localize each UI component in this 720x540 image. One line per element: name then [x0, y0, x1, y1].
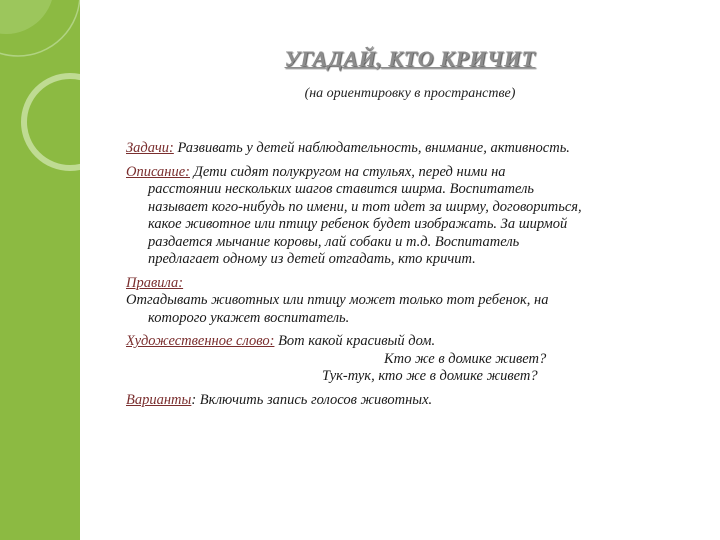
description-line: какое животное или птицу ребенок будет изображать. За ширмой	[148, 216, 568, 232]
artistic-word-paragraph	[126, 333, 696, 386]
description-paragraph	[126, 164, 696, 269]
tasks-paragraph	[126, 140, 696, 158]
variants-paragraph	[126, 392, 696, 410]
poem-line: Вот какой красивый дом.	[274, 333, 436, 349]
poem-line: Кто же в домике живет?	[384, 350, 547, 367]
rules-line: Отгадывать животных или птицу может только тот ребенок, на	[126, 292, 549, 308]
decorative-circles-icon	[0, 0, 80, 540]
variants-text: : Включить запись голосов животных.	[191, 391, 433, 408]
content-body	[126, 140, 696, 409]
decorative-sidebar	[0, 0, 80, 540]
page-title: УГАДАЙ, КТО КРИЧИТ	[284, 46, 536, 71]
artistic-word-label: Художественное слово:	[126, 333, 275, 349]
variants-label: Варианты	[126, 391, 192, 408]
rules-label: Правила:	[126, 274, 184, 291]
tasks-label: Задачи:	[126, 140, 174, 156]
description-line: предлагает одному из детей отгадать, кто кричит.	[148, 251, 476, 267]
description-line: называет кого-нибудь по имени, и тот идет за ширму, договориться,	[148, 198, 582, 215]
description-line: расстоянии нескольких шагов ставится ширма. Воспитатель	[148, 181, 535, 197]
description-line: Дети сидят полукругом на стульях, перед ними на	[190, 163, 506, 180]
rules-paragraph	[126, 292, 696, 327]
rules-line: которого укажет воспитатель.	[148, 309, 350, 326]
description-line: раздается мычание коровы, лай собаки и т.д. Воспитатель	[148, 233, 520, 250]
poem-line: Тук-тук, кто же в домике живет?	[322, 368, 538, 384]
tasks-text: Развивать у детей наблюдательность, внимание, активность.	[173, 140, 570, 156]
description-label: Описание:	[126, 163, 190, 180]
page-subtitle: (на ориентировку в пространстве)	[304, 86, 516, 101]
rules-label-line	[126, 275, 696, 293]
